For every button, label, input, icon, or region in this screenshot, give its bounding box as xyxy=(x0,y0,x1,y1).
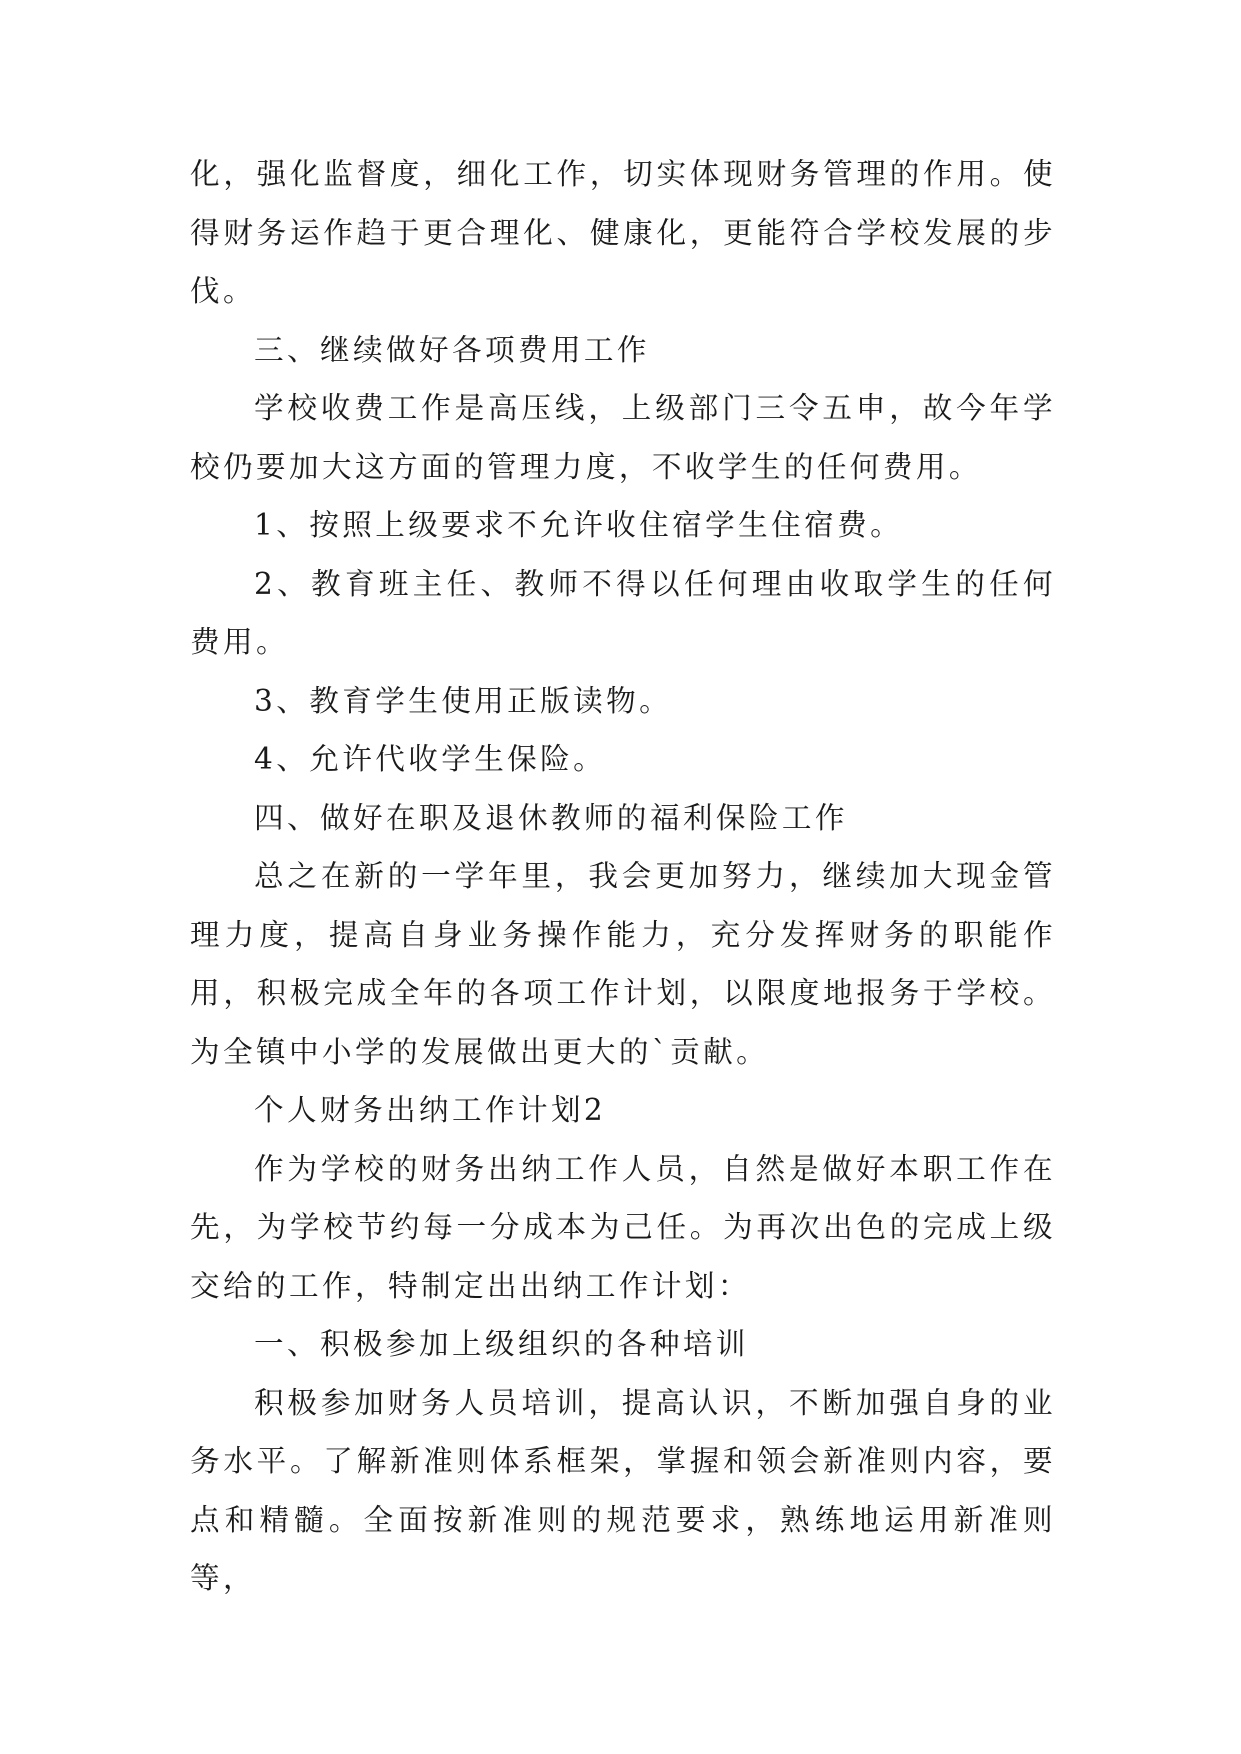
list-item: 1、按照上级要求不允许收住宿学生住宿费。 xyxy=(254,508,904,542)
list-item: 4、允许代收学生保险。 xyxy=(254,742,607,776)
paragraph: 学校收费工作是高压线，上级部门三令五申，故今年学校仍要加大这方面的管理力度，不收学生的任何费用。 xyxy=(190,391,1056,484)
section-heading-3: 三、继续做好各项费用工作 xyxy=(254,332,650,367)
paragraph: 总之在新的一学年里，我会更加努力，继续加大现金管理力度，提高自身业务操作能力，充分发挥财务的职能作用，积极完成全年的各项工作计划，以限度地报务于学校。为全镇中小学的发展做出更大的`贡献。 xyxy=(190,859,1056,1069)
section-heading-1: 一、积极参加上级组织的各种培训 xyxy=(254,1327,749,1361)
document-title-2: 个人财务出纳工作计划2 xyxy=(254,1093,607,1127)
list-item: 2、教育班主任、教师不得以任何理由收取学生的任何费用。 xyxy=(190,566,1056,659)
list-item: 3、教育学生使用正版读物。 xyxy=(254,683,673,718)
document-body xyxy=(190,145,1056,1608)
paragraph: 作为学校的财务出纳工作人员，自然是做好本职工作在先，为学校节约每一分成本为己任。为再次出色的完成上级交给的工作，特制定出出纳工作计划： xyxy=(190,1151,1056,1303)
paragraph: 积极参加财务人员培训，提高认识，不断加强自身的业务水平。了解新准则体系框架，掌握和领会新准则内容，要点和精髓。全面按新准则的规范要求，熟练地运用新准则等， xyxy=(190,1385,1056,1595)
section-heading-4: 四、做好在职及退休教师的福利保险工作 xyxy=(254,800,848,835)
paragraph-continuation: 化，强化监督度，细化工作，切实体现财务管理的作用。使得财务运作趋于更合理化、健康化，更能符合学校发展的步伐。 xyxy=(190,157,1056,308)
